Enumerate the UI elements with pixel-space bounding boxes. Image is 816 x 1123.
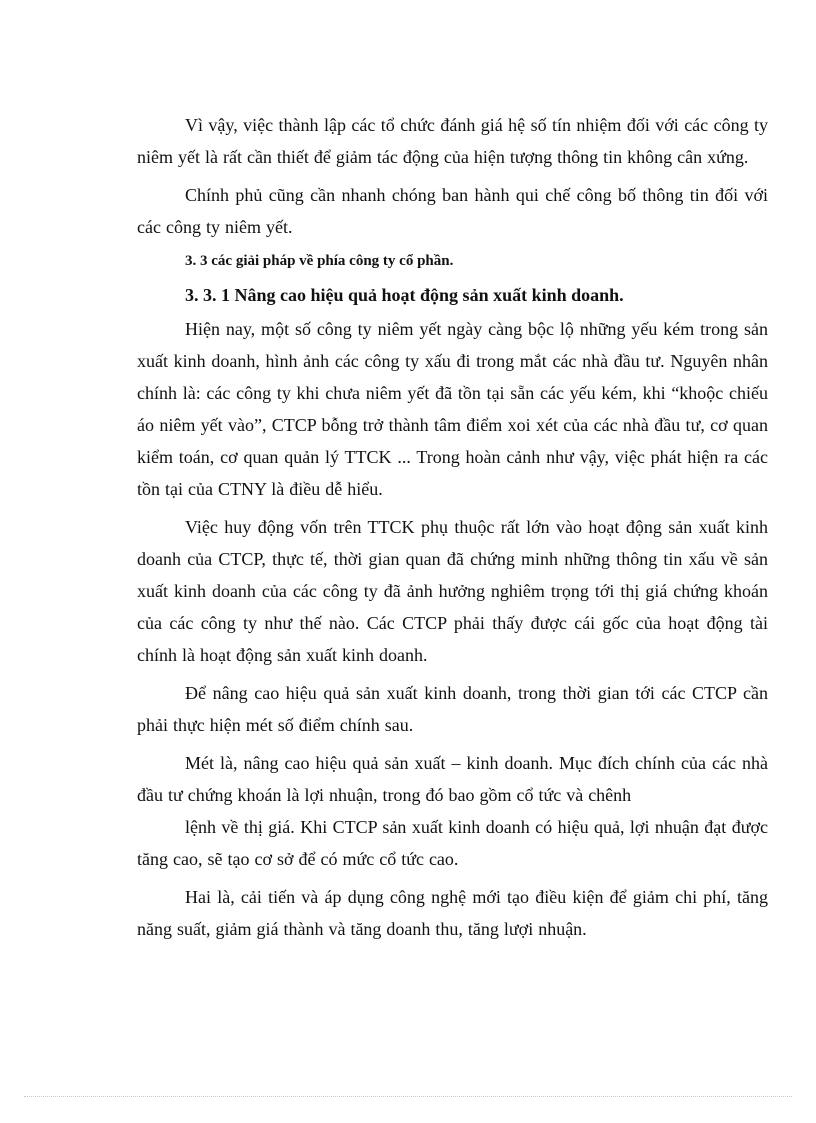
paragraph-improve-efficiency: Để nâng cao hiệu quả sản xuất kinh doanh, trong thời gian tới các CTCP cần phải thực hiện mét số điểm chính sau. [137,683,768,735]
paragraph-credit-rating: Vì vậy, việc thành lập các tổ chức đánh giá hệ số tín nhiệm đối với các công ty niêm yết là rất cần thiết để giảm tác động của hiện tượng thông tin không cân xứng. [137,115,768,167]
paragraph-current-situation: Hiện nay, một số công ty niêm yết ngày càng bộc lộ những yếu kém trong sản xuất kinh doanh, hình ảnh các công ty xấu đi trong mắt các nhà đầu tư. Nguyên nhân chính là: các công ty khi chưa niêm yết đã tồn tại sẵn các yếu kém, khi “khoộc chiếu áo niêm yết vào”, CTCP bỗng trở thành tâm điểm xoi xét của các nhà đầu tư, cơ quan kiểm toán, cơ quan quản lý TTCK ... Trong hoàn cảnh như vậy, việc phát hiện ra các tồn tại của CTNY là điều dễ hiểu. [137,319,768,499]
paragraph-point-two: Hai là, cải tiến và áp dụng công nghệ mới tạo điều kiện để giảm chi phí, tăng năng suất, giảm giá thành và tăng doanh thu, tăng lượi nhuận. [137,887,768,939]
footer-divider [24,1096,792,1097]
paragraph-point-one-continued: lệnh về thị giá. Khi CTCP sản xuất kinh doanh có hiệu quả, lợi nhuận đạt được tăng cao, sẽ tạo cơ sở để có mức cổ tức cao. [137,817,768,869]
section-heading-3-3-1: 3. 3. 1 Nâng cao hiệu quả hoạt động sản xuất kinh doanh. [185,285,624,305]
paragraph-point-one: Mét là, nâng cao hiệu quả sản xuất – kinh doanh. Mục đích chính của các nhà đầu tư chứng khoán là lợi nhuận, trong đó bao gồm cổ tức và chênh [137,753,768,805]
document-body [137,109,768,951]
section-heading-3-3: 3. 3 các giải pháp về phía công ty cổ phần. [185,253,454,269]
paragraph-government-disclosure: Chính phủ cũng cần nhanh chóng ban hành qui chế công bố thông tin đối với các công ty niêm yết. [137,185,768,237]
paragraph-capital-mobilization: Việc huy động vốn trên TTCK phụ thuộc rất lớn vào hoạt động sản xuất kinh doanh của CTCP, thực tế, thời gian quan đã chứng minh những thông tin xấu về sản xuất kinh doanh của các công ty đã ảnh hưởng nghiêm trọng tới thị giá chứng khoán của các công ty như thế nào. Các CTCP phải thấy được cái gốc của hoạt động tài chính là hoạt động sản xuất kinh doanh. [137,517,768,665]
